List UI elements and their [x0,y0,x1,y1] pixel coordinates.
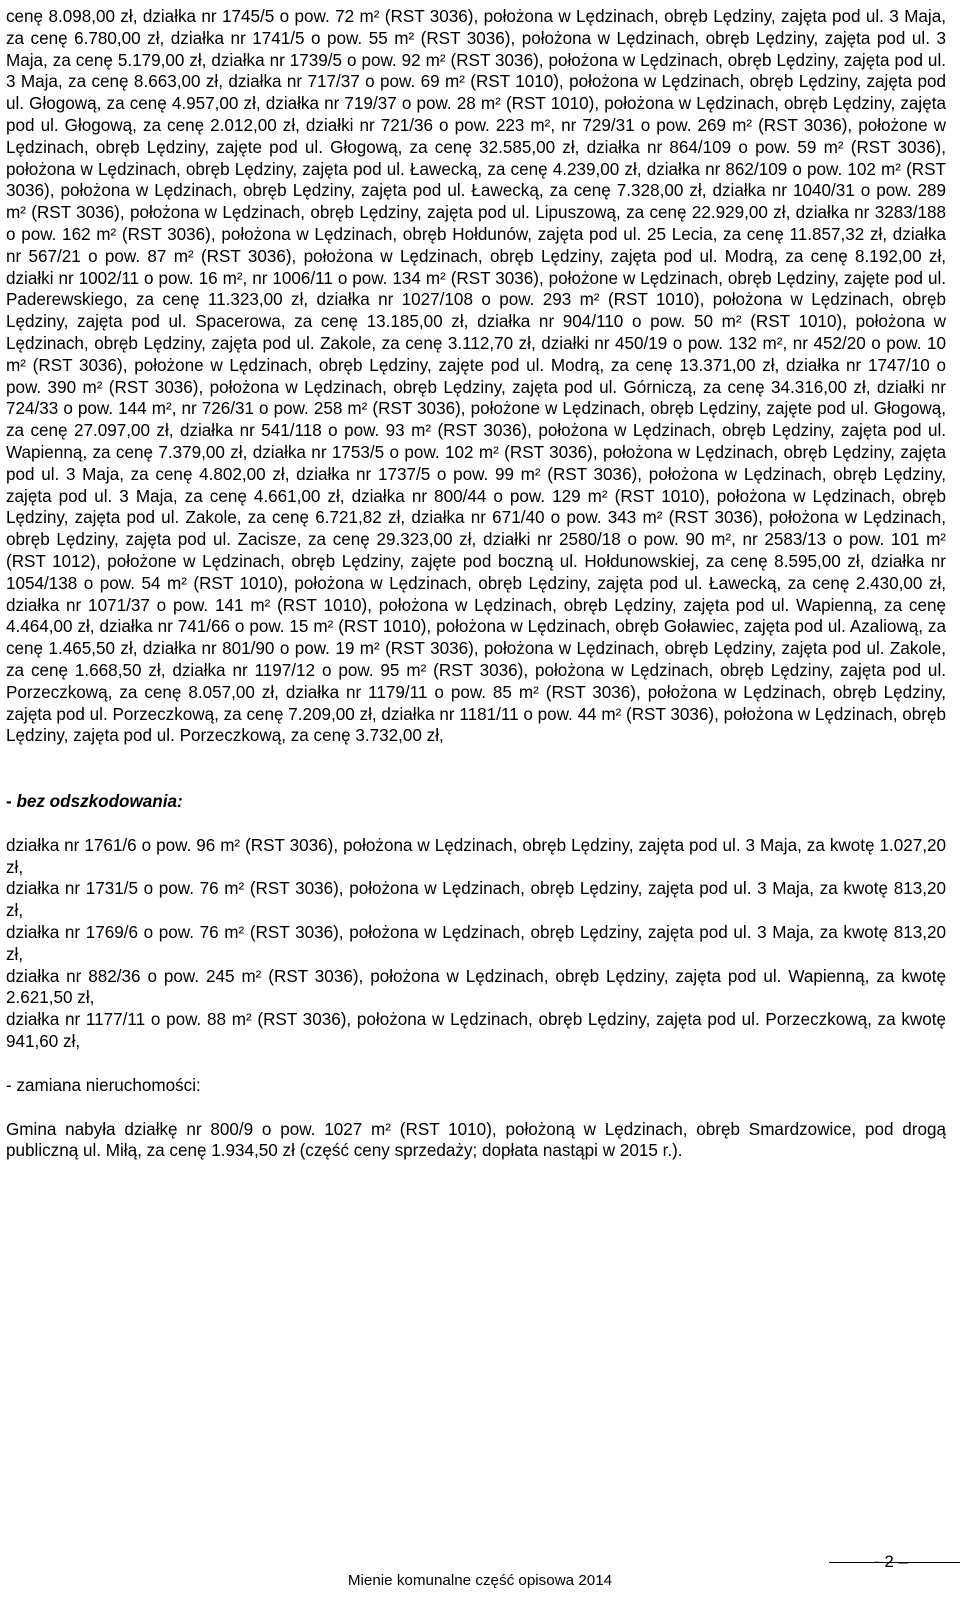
list-item: działka nr 1177/11 o pow. 88 m² (RST 3036), położona w Lędzinach, obręb Lędziny, zajęta pod ul. Porzeczkową, za kwotę 941,60 zł, [6,1010,946,1052]
list-item: działka nr 1761/6 o pow. 96 m² (RST 3036), położona w Lędzinach, obręb Lędziny, zajęta pod ul. 3 Maja, za kwotę 1.027,20 zł, [6,835,946,877]
page-number: - 2 – [874,1552,909,1571]
footer-title: Mienie komunalne część opisowa 2014 [347,1572,613,1589]
continuation-paragraph: cenę 8.098,00 zł, działka nr 1745/5 o pow. 72 m² (RST 3036), położona w Lędzinach, obręb Lędziny, zajęta pod ul. 3 Maja, za cenę 6.780,00 zł, działka nr 1741/5 o pow. 55 m² (RST 3036), położona w Lędzinach, obręb Lędziny, zajęta pod ul. 3 Maja, za cenę 5.179,00 zł, działka nr 1739/5 o pow. 92 m² (RST 3036), położona w Lędzinach, obręb Lędziny, zajęta pod ul. 3 Maja, za cenę 8.663,00 zł, działka nr 717/37 o pow. 69 m² (RST 1010), położona w Lędzinach, obręb Lędziny, zajęta pod ul. Głogową, za cenę 4.957,00 zł, działka nr 719/37 o pow. 28 m² (RST 1010), położona w Lędzinach, obręb Lędziny, zajęta pod ul. Głogową, za cenę 2.012,00 zł, działki nr 721/36 o pow. 223 m², nr 729/31 o pow. 269 m² (RST 3036), położone w Lędzinach, obręb Lędziny, zajęte pod ul. Głogową, za cenę 32.585,00 zł, działka nr 864/109 o pow. 59 m² (RST 3036), położona w Lędzinach, obręb Lędziny, zajęta pod ul. Ławecką, za cenę 4.239,00 zł, działka nr 862/109 o pow. 102 m² (RST 3036), położona w Lędzinach, obręb Lędziny, zajęta pod ul. Ławecką, za cenę 7.328,00 zł, działka nr 1040/31 o pow. 289 m² (RST 3036), położona w Lędzinach, obręb Lędziny, zajęta pod ul. Lipuszową, za cenę 22.929,00 zł, działka nr 3283/188 o pow. 162 m² (RST 3036), położona w Lędzinach, obręb Hołdunów, zajęta pod ul. 25 Lecia, za cenę 11.857,32 zł, działka nr 567/21 o pow. 87 m² (RST 3036), położona w Lędzinach, obręb Lędziny, zajęta pod ul. Modrą, za cenę 8.192,00 zł, działki nr 1002/11 o pow. 16 m², nr 1006/11 o pow. 134 m² (RST 3036), położone w Lędzinach, obręb Lędziny, zajęte pod ul. Paderewskiego, za cenę 11.323,00 zł, działka nr 1027/108 o pow. 293 m² (RST 1010), położona w Lędzinach, obręb Lędziny, zajęta pod ul. Spacerowa, za cenę 13.185,00 zł, działka nr 904/110 o pow. 50 m² (RST 1010), położona w Lędzinach, obręb Lędziny, zajęta pod ul. Zakole, za cenę 3.112,70 zł, działki nr 450/19 o pow. 132 m², nr 452/20 o pow. 10 m² (RST 3036), położone w Lędzinach, obręb Lędziny, zajęte pod ul. Modrą, za cenę 13.371,00 zł, działka nr 1747/10 o pow. 390 m² (RST 3036), położona w Lędzinach, obręb Lędziny, zajęta pod ul. Górniczą, za cenę 34.316,00 zł, działki nr 724/33 o pow. 144 m², nr 726/31 o pow. 258 m² (RST 3036), położone w Lędzinach, obręb Lędziny, zajęte pod ul. Głogową, za cenę 27.097,00 zł, działka nr 541/118 o pow. 93 m² (RST 3036), położona w Lędzinach, obręb Lędziny, zajęta pod ul. Wapienną, za cenę 7.379,00 zł, działka nr 1753/5 o pow. 102 m² (RST 3036), położona w Lędzinach, obręb Lędziny, zajęta pod ul. 3 Maja, za cenę 4.802,00 zł, działka nr 1737/5 o pow. 99 m² (RST 3036), położona w Lędzinach, obręb Lędziny, zajęta pod ul. 3 Maja, za cenę 4.661,00 zł, działka nr 800/44 o pow. 129 m² (RST 1010), położona w Lędzinach, obręb Lędziny, zajęta pod ul. Zakole, za cenę 6.721,82 zł, działka nr 671/40 o pow. 343 m² (RST 3036), położona w Lędzinach, obręb Lędziny, zajęta pod ul. Zacisze, za cenę 29.323,00 zł, działki nr 2580/18 o pow. 90 m², nr 2583/13 o pow. 101 m² (RST 1012), położone w Lędzinach, obręb Lędziny, zajęte pod boczną ul. Hołdunowskiej, za cenę 8.595,00 zł, działka nr 1054/138 o pow. 54 m² (RST 1010), położona w Lędzinach, obręb Lędziny, zajęta pod ul. Ławecką, za cenę 2.430,00 zł, działka nr 1071/37 o pow. 141 m² (RST 1010), położona w Lędzinach, obręb Lędziny, zajęta pod ul. Wapienną, za cenę 4.464,00 zł, działka nr 741/66 o pow. 15 m² (RST 1010), położona w Lędzinach, obręb Goławiec, zajęta pod ul. Azaliową, za cenę 1.465,50 zł, działka nr 801/90 o pow. 19 m² (RST 3036), położona w Lędzinach, obręb Lędziny, zajęta pod ul. Zakole, za cenę 1.668,50 zł, działka nr 1197/12 o pow. 95 m² (RST 3036), położona w Lędzinach, obręb Lędziny, zajęta pod ul. Porzeczkową, za cenę 8.057,00 zł, działka nr 1179/11 o pow. 85 m² (RST 3036), położona w Lędzinach, obręb Lędziny, zajęta pod ul. Porzeczkową, za cenę 7.209,00 zł, działka nr 1181/11 o pow. 44 m² (RST 3036), położona w Lędzinach, obręb Lędziny, zajęta pod ul. Porzeczkową, za cenę 3.732,00 zł, [6,7,946,746]
section-heading-no-compensation: - bez odszkodowania: [6,792,183,812]
spacer [6,1097,946,1119]
document-page [6,6,946,1162]
spacer [6,1053,946,1075]
list-item: działka nr 882/36 o pow. 245 m² (RST 3036), położona w Lędzinach, obręb Lędziny, zajęta pod ul. Wapienną, za kwotę 2.621,50 zł, [6,966,946,1008]
section-heading-exchange: - zamiana nieruchomości: [6,1075,201,1095]
list-item: działka nr 1731/5 o pow. 76 m² (RST 3036), położona w Lędzinach, obręb Lędziny, zajęta pod ul. 3 Maja, za kwotę 813,20 zł, [6,879,946,921]
exchange-paragraph: Gmina nabyła działkę nr 800/9 o pow. 1027 m² (RST 1010), położoną w Lędzinach, obręb Smardzowice, pod drogą publiczną ul. Miłą, za cenę 1.934,50 zł (część ceny sprzedaży; dopłata nastąpi w 2015 r.). [6,1119,946,1161]
list-item: działka nr 1769/6 o pow. 76 m² (RST 3036), położona w Lędzinach, obręb Lędziny, zajęta pod ul. 3 Maja, za kwotę 813,20 zł, [6,923,946,964]
no-compensation-list [6,835,946,1053]
spacer [6,747,946,791]
spacer [6,813,946,835]
